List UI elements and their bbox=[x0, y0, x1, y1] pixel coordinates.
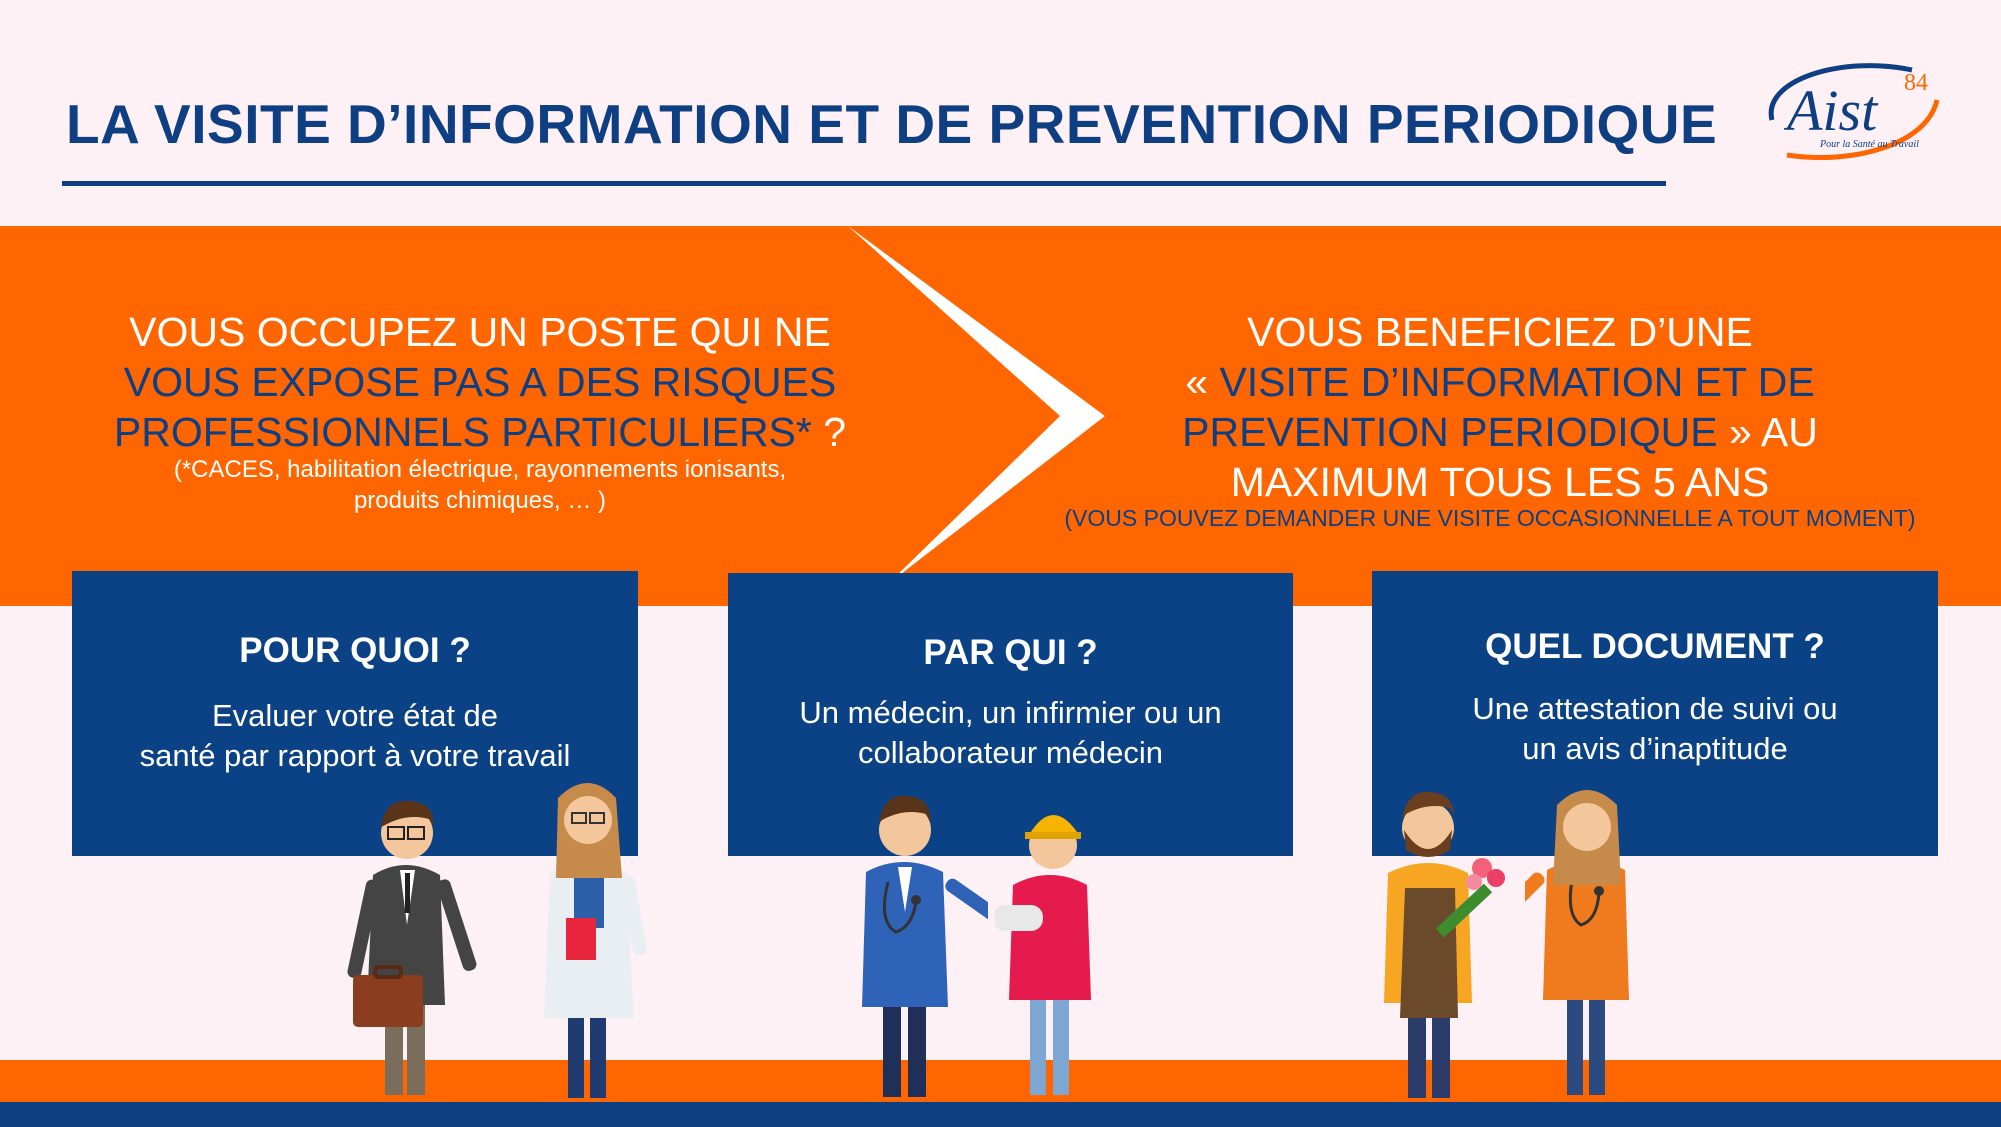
card-text-line: Une attestation de suivi ou bbox=[1472, 691, 1838, 726]
right-note: (VOUS POUVEZ DEMANDER UNE VISITE OCCASIONNELLE A TOUT MOMENT) bbox=[1064, 505, 1916, 531]
left-line-1: VOUS OCCUPEZ UN POSTE QUI NE bbox=[129, 309, 831, 355]
construction-worker-woman-icon bbox=[995, 790, 1115, 1107]
title-underline bbox=[62, 181, 1666, 186]
card-text bbox=[728, 693, 1293, 773]
card-heading: PAR QUI ? bbox=[923, 633, 1098, 672]
page-title: LA VISITE D’INFORMATION ET DE PREVENTION PERIODIQUE bbox=[66, 93, 1718, 155]
left-question bbox=[90, 307, 870, 457]
left-line-3: PROFESSIONNELS PARTICULIERS* bbox=[113, 409, 812, 455]
chevron-arrow-icon bbox=[840, 226, 1120, 606]
card-text-line: Un médecin, un infirmier ou un bbox=[799, 695, 1222, 730]
logo-text: Aist bbox=[1787, 78, 1878, 143]
left-footnote bbox=[110, 454, 850, 516]
right-line-1: VOUS BENEFICIEZ D’UNE bbox=[1247, 309, 1753, 355]
worker-with-briefcase-icon bbox=[345, 785, 480, 1105]
left-line-2: VOUS EXPOSE PAS A DES RISQUES bbox=[123, 359, 837, 405]
left-note-2: produits chimiques, … ) bbox=[353, 487, 607, 514]
doctor-woman-icon bbox=[530, 768, 650, 1108]
card-text bbox=[1372, 689, 1938, 769]
left-note-1: (*CACES, habilitation électrique, rayonnements ionisants, bbox=[173, 456, 787, 483]
right-answer bbox=[1120, 307, 1880, 507]
card-text-line: collaborateur médecin bbox=[857, 735, 1163, 770]
logo-number: 84 bbox=[1904, 70, 1928, 96]
florist-man-icon bbox=[1370, 778, 1510, 1108]
card-text-line: santé par rapport à votre travail bbox=[139, 738, 571, 773]
right-line-2-quote: « bbox=[1185, 359, 1220, 405]
right-line-2: VISITE D’INFORMATION ET DE bbox=[1219, 359, 1815, 405]
card-text-line: Evaluer votre état de bbox=[211, 698, 499, 733]
aist84-logo bbox=[1752, 50, 1952, 170]
nurse-woman-icon bbox=[1525, 775, 1665, 1107]
logo-tagline: Pour la Santé au Travail bbox=[1820, 139, 1919, 150]
doctor-man-icon bbox=[848, 782, 988, 1107]
card-heading: QUEL DOCUMENT ? bbox=[1485, 627, 1825, 666]
card-heading: POUR QUOI ? bbox=[239, 631, 471, 670]
right-line-3: PREVENTION PERIODIQUE bbox=[1182, 409, 1718, 455]
card-text-line: un avis d’inaptitude bbox=[1522, 731, 1788, 766]
card-text bbox=[72, 696, 638, 776]
right-line-4: MAXIMUM TOUS LES 5 ANS bbox=[1230, 459, 1770, 505]
left-line-3-qmark: ? bbox=[811, 409, 847, 455]
right-line-3-end: » AU bbox=[1717, 409, 1818, 455]
